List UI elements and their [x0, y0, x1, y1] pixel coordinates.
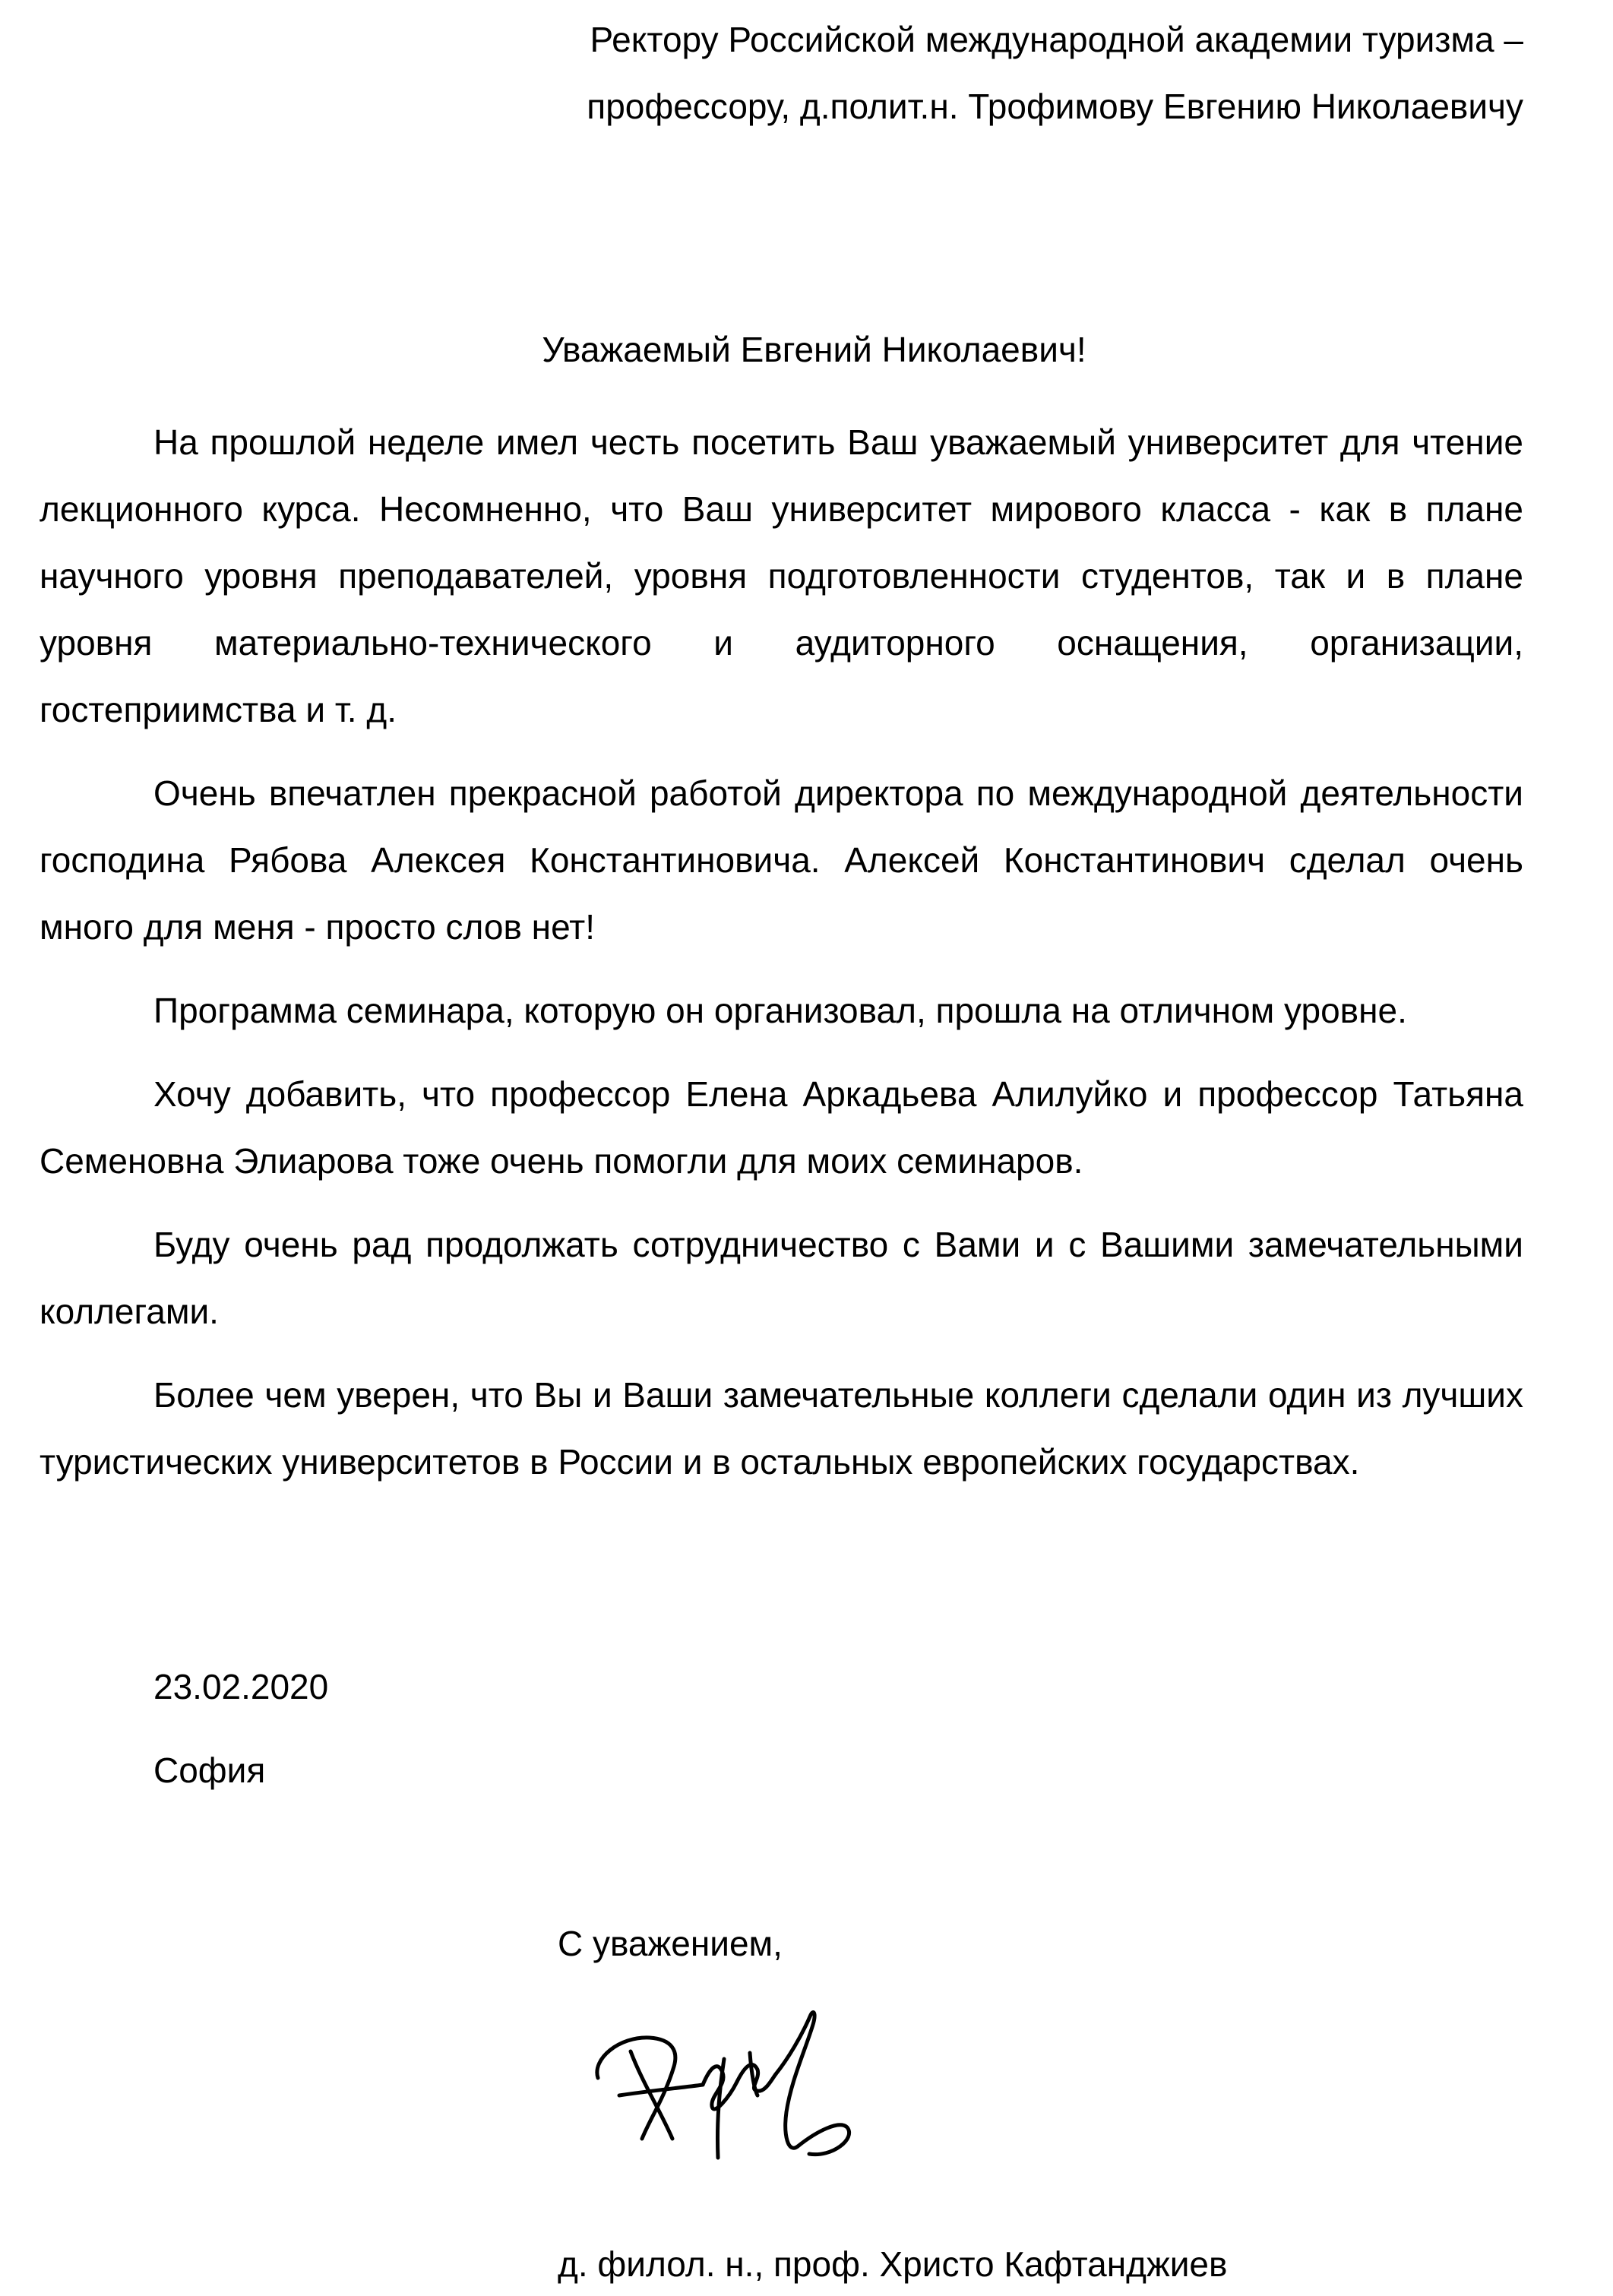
- letter-date: 23.02.2020: [153, 1667, 329, 1706]
- paragraph-5: Буду очень рад продолжать сотрудничество с Вами и с Вашими замечательными коллегами.: [40, 1225, 1523, 1331]
- closing-phrase: С уважением,: [558, 1924, 783, 1963]
- signer-name: д. филол. н., проф. Христо Кафтанджиев: [558, 2244, 1228, 2284]
- recipient-block: [486, 6, 1523, 140]
- paragraph-6: Более чем уверен, что Вы и Ваши замечательные коллеги сделали один из лучших туристических университетов в России и в остальных европейских государствах.: [40, 1375, 1523, 1482]
- recipient-line-1: Ректору Российской международной академии туризма –: [590, 20, 1523, 59]
- paragraph-3: Программа семинара, которую он организовал, прошла на отличном уровне.: [153, 991, 1407, 1030]
- salutation: Уважаемый Евгений Николаевич!: [542, 330, 1086, 369]
- paragraph-2: Очень впечатлен прекрасной работой директора по международной деятельности господина Рябова Алексея Константиновича. Алексей Константинович сделал очень много для меня - просто слов нет!: [40, 773, 1523, 947]
- paragraph-1: На прошлой неделе имел честь посетить Ваш уважаемый университет для чтение лекционного курса. Несомненно, что Ваш университет мирового класса - как в плане научного уровня преподавателей, уровня подготовленности студентов, так и в плане уровня материально-технического и аудиторного оснащения, организации, гостеприимства и т. д.: [40, 422, 1523, 729]
- handwritten-signature-icon: [589, 2006, 878, 2188]
- paragraph-4: Хочу добавить, что профессор Елена Аркадьева Алилуйко и профессор Татьяна Семеновна Элиарова тоже очень помогли для моих семинаров.: [40, 1074, 1523, 1181]
- recipient-line-2: профессору, д.полит.н. Трофимову Евгению Николаевичу: [587, 87, 1523, 126]
- letter-place: София: [153, 1750, 266, 1790]
- letter-body: [40, 409, 1523, 1512]
